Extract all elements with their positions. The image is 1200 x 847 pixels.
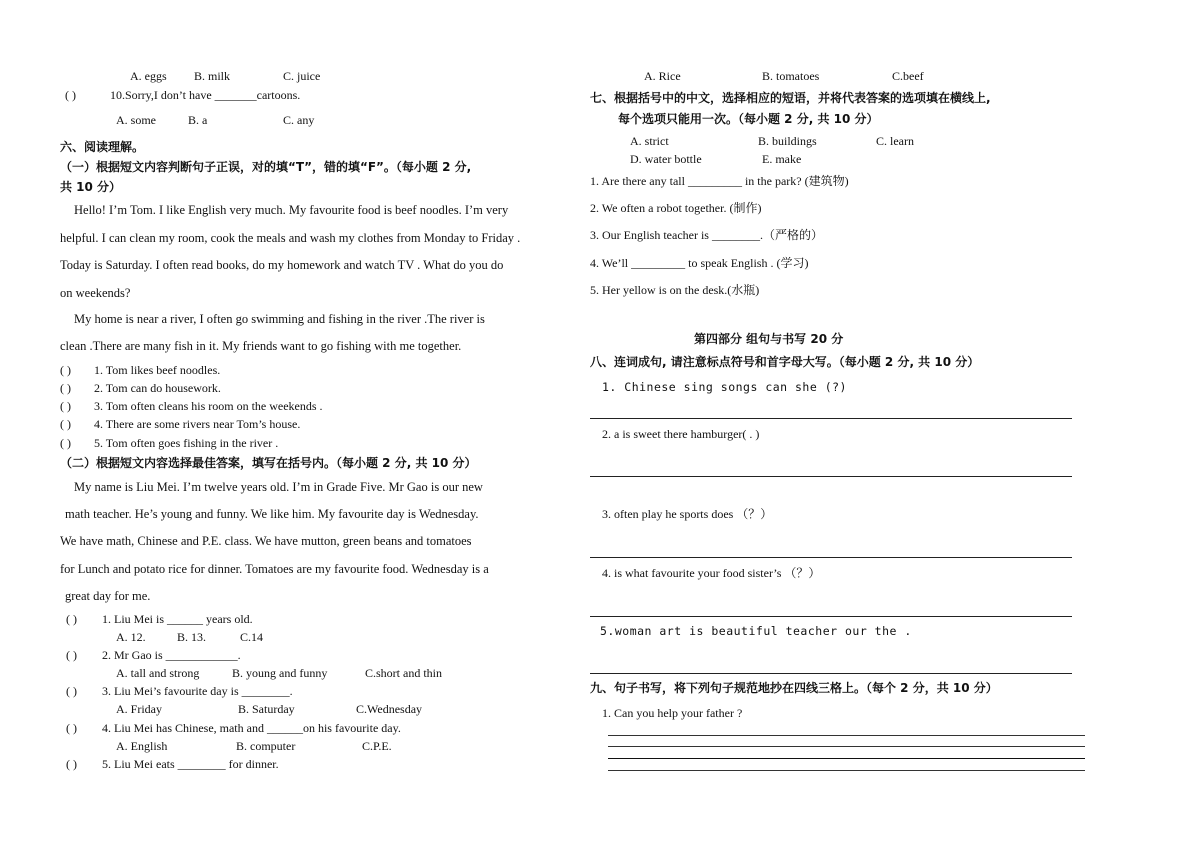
- tf-paren: ( ): [60, 381, 71, 395]
- part4-title: 第四部分 组句与书写 20 分: [694, 332, 844, 346]
- top-option-c: C.beef: [892, 69, 924, 83]
- answer-line[interactable]: [590, 616, 1072, 617]
- passage1-line: My home is near a river, I often go swimming and fishing in the river .The river is: [74, 312, 485, 326]
- section8-item: 5.woman art is beautiful teacher our the .: [600, 624, 912, 638]
- section8-title: 八、连词成句, 请注意标点符号和首字母大写。（每小题 2 分, 共 10 分）: [590, 355, 980, 369]
- q10-option-a: A. some: [116, 113, 156, 127]
- section7-title-2: 每个选项只能用一次。（每小题 2 分, 共 10 分）: [618, 112, 879, 126]
- mc-option: C.14: [240, 630, 264, 644]
- grid-line: [608, 735, 1085, 736]
- top-option-b: B. tomatoes: [762, 69, 820, 83]
- section9-title: 九、句子书写，将下列句子规范地抄在四线三格上。（每个 2 分，共 10 分）: [590, 681, 998, 695]
- passage2-line: for Lunch and potato rice for dinner. Tomatoes are my favourite food. Wednesday is a: [60, 562, 489, 576]
- section7-option: D. water bottle: [630, 152, 702, 166]
- tf-item: 4. There are some rivers near Tom’s house.: [94, 417, 301, 431]
- mc-question: 5. Liu Mei eats ________ for dinner.: [102, 757, 279, 771]
- mc-option: B. 13.: [177, 630, 207, 644]
- mc-option: A. 12.: [116, 630, 146, 644]
- q9-option-b: B. milk: [194, 69, 231, 83]
- mc-paren: ( ): [66, 612, 77, 626]
- mc-paren: ( ): [66, 757, 77, 771]
- mc-option: A. Friday: [116, 702, 162, 716]
- passage2-line: We have math, Chinese and P.E. class. We have mutton, green beans and tomatoes: [60, 534, 472, 548]
- part2-instructions: （二）根据短文内容选择最佳答案，填写在括号内。（每小题 2 分, 共 10 分）: [60, 456, 477, 470]
- mc-paren: ( ): [66, 648, 77, 662]
- section7-item: 5. Her yellow is on the desk.(水瓶): [590, 283, 760, 297]
- passage2-line: great day for me.: [65, 589, 151, 603]
- passage1-line: on weekends?: [60, 286, 131, 300]
- mc-option: C.Wednesday: [356, 702, 423, 716]
- grid-line: [608, 746, 1085, 747]
- tf-item: 3. Tom often cleans his room on the weekends .: [94, 399, 323, 413]
- grid-line-baseline: [608, 758, 1085, 759]
- mc-option: A. English: [116, 739, 168, 753]
- q10-paren: ( ): [65, 88, 76, 102]
- mc-option: B. young and funny: [232, 666, 328, 680]
- tf-paren: ( ): [60, 399, 71, 413]
- tf-item: 2. Tom can do housework.: [94, 381, 221, 395]
- tf-paren: ( ): [60, 436, 71, 450]
- answer-line[interactable]: [590, 418, 1072, 419]
- q9-option-a: A. eggs: [130, 69, 167, 83]
- mc-question: 1. Liu Mei is ______ years old.: [102, 612, 253, 626]
- section7-item: 3. Our English teacher is ________.（严格的）: [590, 228, 823, 242]
- section7-option: C. learn: [876, 134, 914, 148]
- left-column: [0, 0, 590, 847]
- part1-instructions-2: 共 10 分）: [60, 180, 122, 194]
- mc-question: 2. Mr Gao is ____________.: [102, 648, 241, 662]
- answer-line[interactable]: [590, 673, 1072, 674]
- tf-paren: ( ): [60, 417, 71, 431]
- passage1-line: Hello! I’m Tom. I like English very much. My favourite food is beef noodles. I’m very: [74, 203, 509, 217]
- section7-option: A. strict: [630, 134, 669, 148]
- grid-line: [608, 770, 1085, 771]
- section7-option: E. make: [762, 152, 802, 166]
- mc-option: B. computer: [236, 739, 296, 753]
- section6-title: 六、阅读理解。: [60, 140, 145, 154]
- passage2-line: My name is Liu Mei. I’m twelve years old. I’m in Grade Five. Mr Gao is our new: [74, 480, 483, 494]
- tf-item: 1. Tom likes beef noodles.: [94, 363, 221, 377]
- mc-option: B. Saturday: [238, 702, 295, 716]
- section9-item: 1. Can you help your father ?: [602, 706, 743, 720]
- mc-question: 4. Liu Mei has Chinese, math and ______on his favourite day.: [102, 721, 401, 735]
- q10-option-b: B. a: [188, 113, 208, 127]
- mc-paren: ( ): [66, 684, 77, 698]
- mc-question: 3. Liu Mei’s favourite day is ________.: [102, 684, 293, 698]
- tf-paren: ( ): [60, 363, 71, 377]
- section7-item: 1. Are there any tall _________ in the park? (建筑物): [590, 174, 849, 188]
- section8-item: 1. Chinese sing songs can she (?): [602, 380, 847, 394]
- section7-option: B. buildings: [758, 134, 817, 148]
- section7-title: 七、根据括号中的中文，选择相应的短语，并将代表答案的选项填在横线上,: [590, 91, 991, 105]
- q10-option-c: C. any: [283, 113, 315, 127]
- mc-option: A. tall and strong: [116, 666, 200, 680]
- tf-item: 5. Tom often goes fishing in the river .: [94, 436, 279, 450]
- section8-item: 4. is what favourite your food sister’s （？）: [602, 566, 821, 580]
- passage1-line: clean .There are many fish in it. My friends want to go fishing with me together.: [60, 339, 462, 353]
- section8-item: 2. a is sweet there hamburger( . ): [602, 427, 760, 441]
- passage1-line: helpful. I can clean my room, cook the meals and wash my clothes from Monday to Friday .: [60, 231, 521, 245]
- answer-line[interactable]: [590, 476, 1072, 477]
- answer-line[interactable]: [590, 557, 1072, 558]
- section7-item: 2. We often a robot together. (制作): [590, 201, 762, 215]
- passage1-line: Today is Saturday. I often read books, do my homework and watch TV . What do you do: [60, 258, 504, 272]
- mc-option: C.P.E.: [362, 739, 392, 753]
- section8-item: 3. often play he sports does （？）: [602, 507, 773, 521]
- part1-instructions: （一）根据短文内容判断句子正误，对的填“T”，错的填“F”。（每小题 2 分,: [60, 160, 472, 174]
- q9-option-c: C. juice: [283, 69, 321, 83]
- right-column: [590, 0, 1200, 847]
- section7-item: 4. We’ll _________ to speak English . (学习): [590, 256, 809, 270]
- passage2-line: math teacher. He’s young and funny. We like him. My favourite day is Wednesday.: [65, 507, 479, 521]
- mc-paren: ( ): [66, 721, 77, 735]
- q10-text: 10.Sorry,I don’t have _______cartoons.: [110, 88, 301, 102]
- mc-option: C.short and thin: [365, 666, 442, 680]
- top-option-a: A. Rice: [644, 69, 681, 83]
